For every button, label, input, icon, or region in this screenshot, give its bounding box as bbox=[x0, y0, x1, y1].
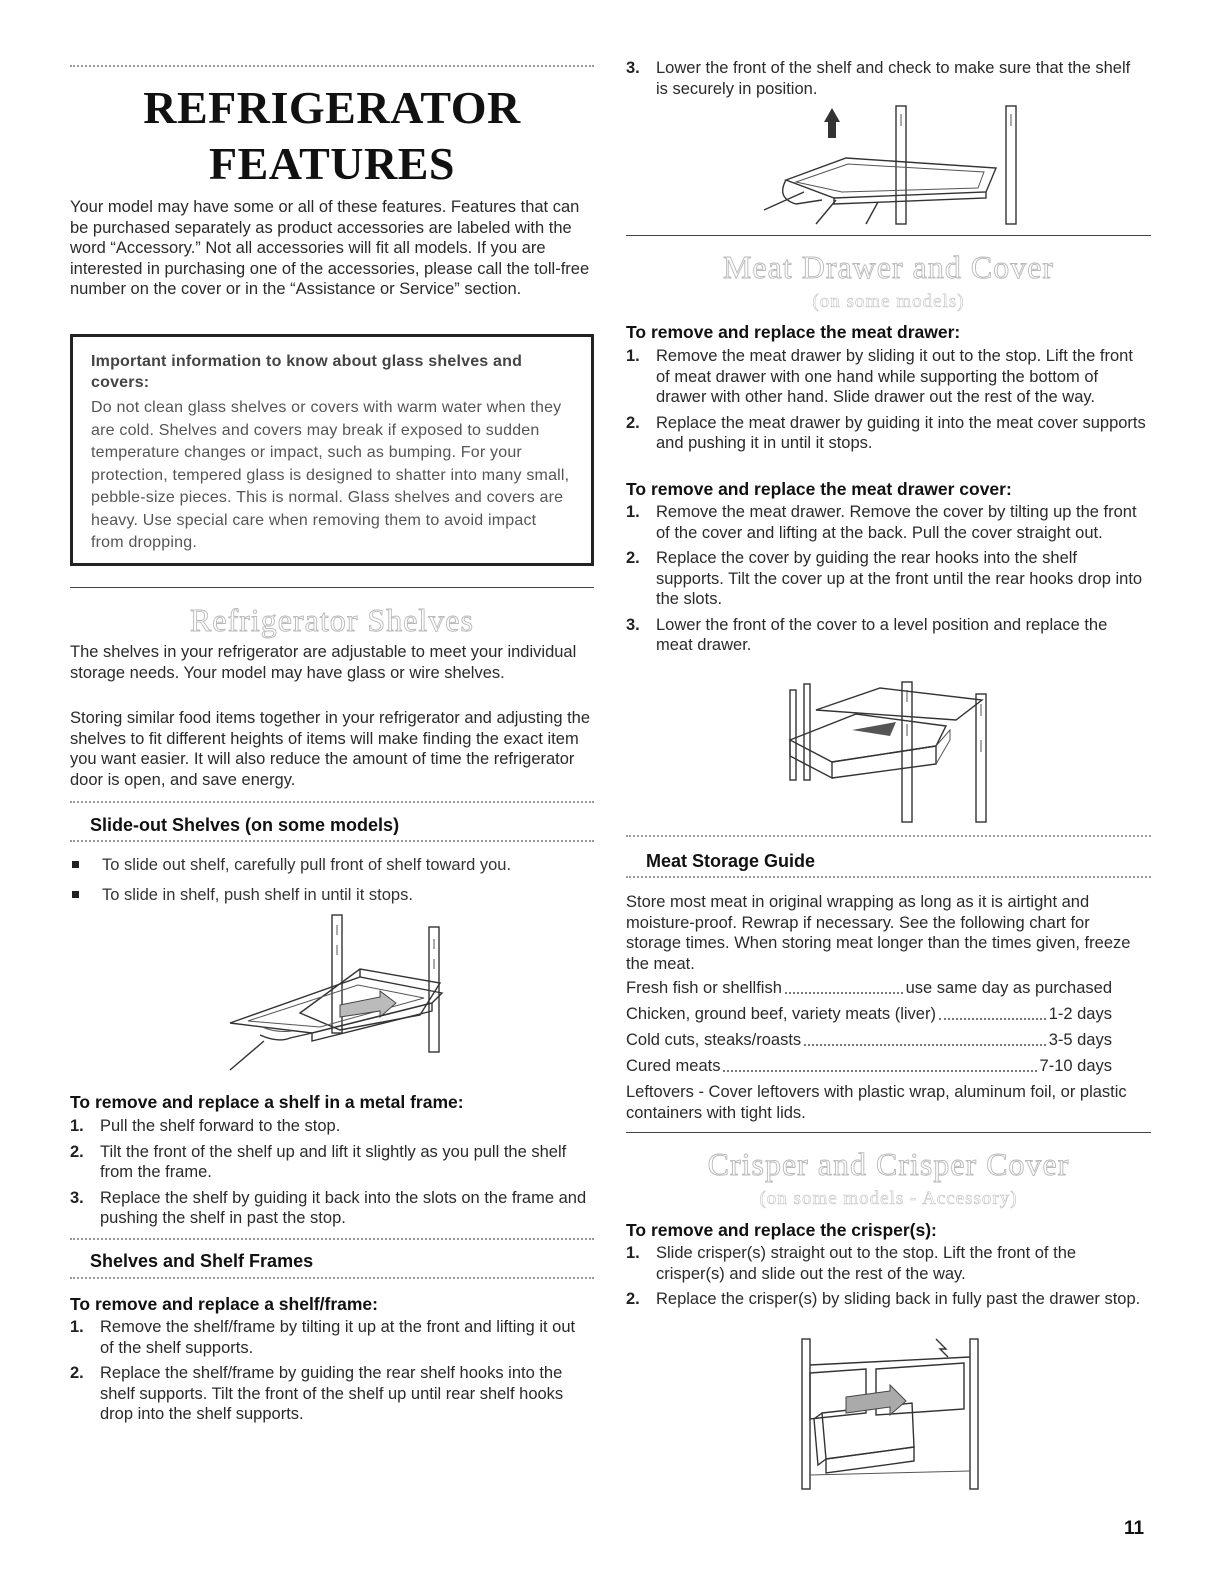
crisper-subheading: (on some models - Accessory) bbox=[759, 1188, 1018, 1209]
frame-remove-heading: To remove and replace a shelf/frame: bbox=[70, 1294, 378, 1314]
page-title-line2: FEATURES bbox=[209, 138, 455, 189]
list-item: 2. Replace the meat drawer by guiding it into the meat cover supports and pushing it in until it stops. bbox=[626, 413, 1146, 452]
list-item: 1. Remove the shelf/frame by tilting it up at the front and lifting it out of the shelf supports. bbox=[70, 1318, 576, 1357]
slideout-shelf-illustration bbox=[220, 905, 520, 1075]
shelves-paragraph-1: The shelves in your refrigerator are adjustable to meet your individual storage needs. Your model may have glass or wire shelves. bbox=[70, 643, 577, 682]
leader-dots bbox=[804, 1027, 1046, 1046]
list-item: 2. Tilt the front of the shelf up and lift it slightly as you pull the shelf from the frame. bbox=[70, 1142, 567, 1181]
list-item: 2. Replace the crisper(s) by sliding back in fully past the drawer stop. bbox=[626, 1290, 1141, 1308]
list-item: 3. Lower the front of the cover to a level position and replace the meat drawer. bbox=[626, 615, 1108, 654]
row-item: Cured meats bbox=[626, 1057, 721, 1075]
glass-notice-box bbox=[70, 334, 594, 566]
section-heading-shelves: Refrigerator Shelves bbox=[190, 602, 474, 638]
row-item: Cold cuts, steaks/roasts bbox=[626, 1031, 802, 1049]
table-row bbox=[626, 1053, 1112, 1079]
slideout-heading: Slide-out Shelves (on some models) bbox=[90, 815, 400, 835]
divider bbox=[70, 1277, 594, 1279]
bullet-square-icon bbox=[72, 861, 79, 868]
page-number: 11 bbox=[1124, 1518, 1145, 1539]
row-item: Chicken, ground beef, variety meats (liver) bbox=[626, 1005, 936, 1023]
list-item: 1. Remove the meat drawer. Remove the cover by tilting up the front of the cover and lifting at the back. Pull the cover straight out. bbox=[626, 503, 1137, 542]
row-time: 3-5 days bbox=[1048, 1031, 1112, 1049]
section-heading-meat-drawer: Meat Drawer and Cover bbox=[722, 249, 1055, 285]
row-time: 7-10 days bbox=[1039, 1057, 1112, 1075]
meat-drawer-steps bbox=[626, 346, 1148, 459]
meat-drawer-remove-heading: To remove and replace the meat drawer: bbox=[626, 322, 961, 342]
leader-dots bbox=[785, 975, 903, 994]
meat-drawer-subheading: (on some models) bbox=[812, 291, 965, 312]
table-row bbox=[626, 975, 1112, 1001]
meat-cover-steps bbox=[626, 502, 1148, 661]
list-item: 1. Slide crisper(s) straight out to the stop. Lift the front of the crisper(s) and slide out the rest of the way. bbox=[626, 1244, 1077, 1283]
meat-guide-intro: Store most meat in original wrapping as long as it is airtight and moisture-proof. Rewrap if necessary. See the following chart for storage times. When storing meat longer than the times given, freeze the meat. bbox=[626, 893, 1131, 973]
intro-paragraph: Your model may have some or all of these features. Features that can be purchased separately as product accessories are labeled with the word “Accessory.” Not all accessories will fit all models. If you are interested in purchasing one of the accessories, please call the toll-free number on the cover or in the “Assistance or Service” section. bbox=[70, 198, 590, 298]
crisper-illustration bbox=[796, 1335, 996, 1495]
table-row bbox=[626, 1001, 1112, 1027]
page-title bbox=[70, 80, 594, 192]
row-time: use same day as purchased bbox=[905, 979, 1112, 997]
divider bbox=[70, 801, 594, 803]
list-item: 2. Replace the cover by guiding the rear hooks into the shelf supports. Tilt the cover up at the front until the rear hooks drop into the slots. bbox=[626, 549, 1143, 608]
bullet-square-icon bbox=[72, 891, 79, 898]
meat-drawer-illustration bbox=[786, 680, 996, 825]
row-time: 1-2 days bbox=[1048, 1005, 1112, 1023]
divider bbox=[70, 65, 594, 67]
page-title-line1: REFRIGERATOR bbox=[143, 82, 521, 133]
divider bbox=[626, 835, 1151, 837]
list-item: 3. Lower the front of the shelf and check to make sure that the shelf is securely in position. bbox=[626, 59, 1131, 98]
shelf-position-illustration bbox=[756, 100, 1036, 228]
divider bbox=[626, 876, 1151, 878]
frame-step-3 bbox=[626, 58, 1146, 104]
notice-title: Important information to know about glass shelves and covers: bbox=[91, 353, 523, 391]
meat-guide-heading: Meat Storage Guide bbox=[646, 851, 816, 871]
frame-steps bbox=[70, 1317, 592, 1430]
divider bbox=[626, 1132, 1151, 1133]
list-item: 3. Replace the shelf by guiding it back into the slots on the frame and pushing the shelf in past the stop. bbox=[70, 1188, 587, 1227]
list-item: To slide out shelf, carefully pull front of shelf toward you. bbox=[70, 855, 590, 875]
list-item: 1. Pull the shelf forward to the stop. bbox=[70, 1117, 341, 1135]
shelves-paragraph-2: Storing similar food items together in your refrigerator and adjusting the shelves to fit different heights of items will make finding the exact item you want easier. It will also reduce the amount of time the refrigerator door is open, and save energy. bbox=[70, 709, 591, 789]
meat-cover-heading: To remove and replace the meat drawer cover: bbox=[626, 479, 1012, 499]
table-row bbox=[626, 1027, 1112, 1053]
leader-dots bbox=[723, 1053, 1036, 1072]
divider bbox=[70, 587, 594, 588]
divider bbox=[626, 235, 1151, 236]
metal-frame-steps bbox=[70, 1116, 590, 1234]
crisper-remove-heading: To remove and replace the crisper(s): bbox=[626, 1220, 937, 1240]
list-item: To slide in shelf, push shelf in until it stops. bbox=[70, 885, 590, 905]
divider bbox=[70, 1238, 594, 1240]
section-heading-crisper: Crisper and Crisper Cover bbox=[707, 1146, 1070, 1182]
divider bbox=[70, 840, 594, 842]
meat-storage-chart bbox=[626, 975, 1112, 1079]
leftovers-note: Leftovers - Cover leftovers with plastic wrap, aluminum foil, or plastic containers with tight lids. bbox=[626, 1083, 1127, 1122]
notice-body: Do not clean glass shelves or covers with warm water when they are cold. Shelves and covers may break if exposed to sudden temperature changes or impact, such as bumping. For your protection, tempered glass is designed to shatter into many small, pebble-size pieces. This is normal. Glass shelves and covers are heavy. Use special care when removing them to avoid impact from dropping. bbox=[91, 399, 570, 551]
crisper-steps bbox=[626, 1243, 1148, 1315]
row-item: Fresh fish or shellfish bbox=[626, 979, 782, 997]
shelf-frames-heading: Shelves and Shelf Frames bbox=[90, 1251, 314, 1271]
leader-dots bbox=[939, 1001, 1046, 1020]
metal-frame-heading: To remove and replace a shelf in a metal frame: bbox=[70, 1092, 464, 1112]
list-item: 1. Remove the meat drawer by sliding it out to the stop. Lift the front of meat drawer with one hand while supporting the bottom of drawer with other hand. Slide drawer out the rest of the way. bbox=[626, 347, 1133, 406]
list-item: 2. Replace the shelf/frame by guiding the rear shelf hooks into the shelf supports. Tilt the front of the shelf up until rear shelf hooks drop into the shelf supports. bbox=[70, 1364, 564, 1423]
